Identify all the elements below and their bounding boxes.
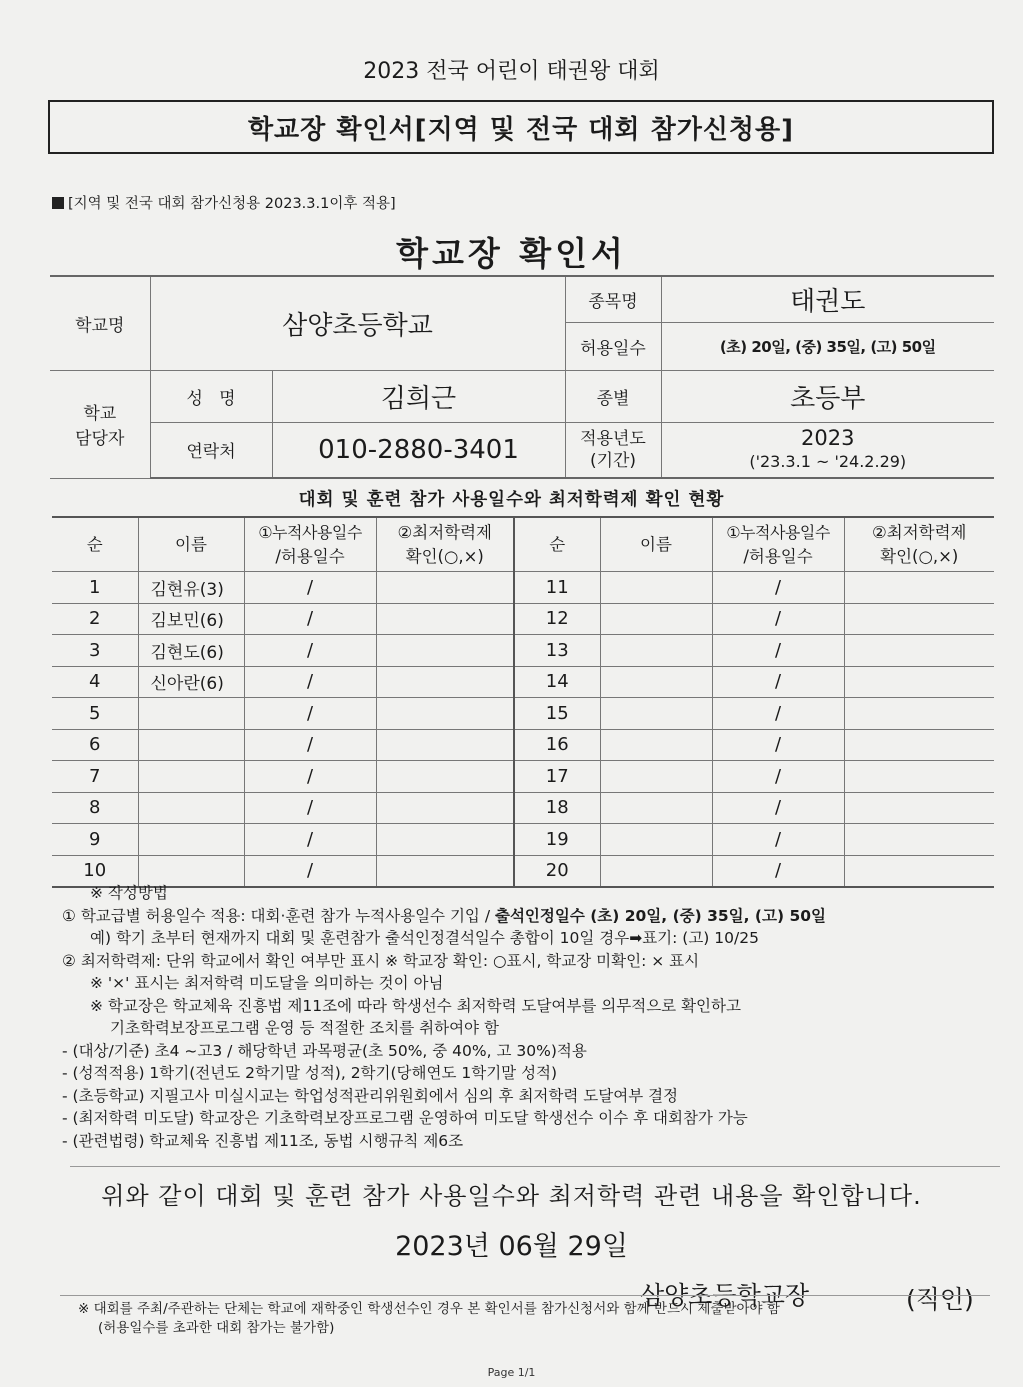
grade-check (376, 824, 514, 856)
header-days-left (244, 517, 376, 572)
confirmation-statement: 위와 같이 대회 및 훈련 참가 사용일수와 최저학력 관련 내용을 확인합니다. (101, 1182, 922, 1210)
days-used: / (244, 666, 376, 698)
table-row (52, 729, 994, 761)
header-check-line2: 확인(○,×) (405, 546, 484, 566)
student-name (138, 792, 244, 824)
name-value: 김희근 (272, 370, 565, 422)
top-note (52, 192, 396, 213)
period-label-line2: (기간) (589, 450, 637, 471)
row-number: 7 (52, 761, 138, 793)
school-value: 삼양초등학교 (150, 276, 565, 370)
header-check-line1: ②최저학력제 (397, 522, 492, 542)
header-days-line2: /허용일수 (275, 546, 345, 566)
days-used: / (244, 635, 376, 667)
days-used: / (712, 572, 844, 604)
grade-check (376, 761, 514, 793)
days-used: / (712, 635, 844, 667)
name-label: 성 명 (150, 370, 272, 422)
days-used: / (244, 698, 376, 730)
instruction-line: ※ 학교장은 학교체육 진흥법 제11조에 따라 학생선수 최저학력 도달여부를 의무적으로 확인하고 (90, 996, 741, 1015)
days-used: / (244, 603, 376, 635)
table-row (52, 792, 994, 824)
grade-check (844, 792, 994, 824)
divider (60, 1295, 990, 1296)
student-name (600, 792, 712, 824)
student-name (138, 761, 244, 793)
row-number: 10 (52, 855, 138, 887)
header-check-right (844, 517, 994, 572)
info-table (50, 275, 994, 479)
row-number: 9 (52, 824, 138, 856)
row-number: 13 (514, 635, 600, 667)
principal-signature: 삼양초등학교장 (640, 1281, 810, 1310)
header-name-left: 이름 (138, 517, 244, 572)
divider (70, 1166, 1000, 1167)
table-row (52, 635, 994, 667)
grade-check (844, 698, 994, 730)
division-value: 초등부 (661, 370, 994, 422)
table-row (52, 698, 994, 730)
school-label: 학교명 (50, 276, 150, 370)
instruction-line: - (초등학교) 지필고사 미실시교는 학업성적관리위원회에서 심의 후 최저학력 도달여부 결정 (62, 1086, 679, 1105)
roster-table (52, 516, 994, 888)
grade-check (376, 635, 514, 667)
header-no-left: 순 (52, 517, 138, 572)
top-note-text: [지역 및 전국 대회 참가신청용 2023.3.1이후 적용] (68, 196, 396, 212)
days-used: / (244, 761, 376, 793)
days-used: / (712, 855, 844, 887)
table-row (52, 603, 994, 635)
student-name (600, 666, 712, 698)
document-title: 학교장 확인서[지역 및 전국 대회 참가신청용] (247, 114, 795, 145)
days-used: / (244, 792, 376, 824)
instruction-line: - (대상/기준) 초4 ~고3 / 해당학년 과목평균(초 50%, 중 40%, 고 30%)적용 (62, 1041, 587, 1060)
header-no-right: 순 (514, 517, 600, 572)
table-row (52, 572, 994, 604)
instructions (62, 882, 982, 1152)
signing-date: 2023년 06월 29일 (395, 1231, 628, 1262)
instruction-line: - (최저학력 미도달) 학교장은 기초학력보장프로그램 운영하여 미도달 학생선수 이수 후 대회참가 가능 (62, 1109, 748, 1127)
grade-check (376, 572, 514, 604)
instruction-line: ② 최저학력제: 단위 학교에서 확인 여부만 표시 ※ 학교장 확인: ○표시, 학교장 미확인: × 표시 (62, 951, 700, 970)
student-name: 신아란(6) (138, 666, 244, 698)
header-days-right (712, 517, 844, 572)
grade-check (844, 572, 994, 604)
student-name: 김현유(3) (138, 572, 244, 604)
days-used: / (712, 698, 844, 730)
days-used: / (712, 761, 844, 793)
row-number: 6 (52, 729, 138, 761)
instructions-heading: ※ 작성방법 (90, 884, 168, 902)
period-label-line1: 적용년도 (580, 428, 646, 449)
row-number: 17 (514, 761, 600, 793)
student-name (600, 824, 712, 856)
grade-check (844, 761, 994, 793)
row-number: 4 (52, 666, 138, 698)
table-row (52, 666, 994, 698)
grade-check (376, 698, 514, 730)
row-number: 5 (52, 698, 138, 730)
table-row (52, 761, 994, 793)
square-bullet-icon (52, 197, 64, 209)
allowed-days-value: (초) 20일, (중) 35일, (고) 50일 (661, 322, 994, 370)
period-range: ('23.3.1 ~ '24.2.29) (749, 451, 907, 471)
grade-check (376, 729, 514, 761)
page-number: Page 1/1 (487, 1366, 536, 1379)
student-name (600, 572, 712, 604)
student-name: 김현도(6) (138, 635, 244, 667)
header-name-right: 이름 (600, 517, 712, 572)
footnote (78, 1300, 998, 1338)
header-days-line1: ①누적사용일수 (726, 522, 830, 542)
student-name (138, 698, 244, 730)
row-number: 3 (52, 635, 138, 667)
instruction-line (62, 905, 982, 928)
sport-label: 종목명 (565, 276, 661, 322)
instruction-line: ※ '×' 표시는 최저학력 미도달을 의미하는 것이 아님 (90, 974, 444, 992)
student-name (600, 635, 712, 667)
days-used: / (244, 572, 376, 604)
instruction-line: - (성적적용) 1학기(전년도 2학기말 성적), 2학기(당해연도 1학기말 성적) (62, 1064, 558, 1082)
period-label (565, 422, 661, 478)
footnote-line2: (허용일수를 초과한 대회 참가는 불가함) (98, 1320, 335, 1336)
instruction-line: 예) 학기 초부터 현재까지 대회 및 훈련참가 출석인정결석일수 총합이 10일 경우➡표기: (고) 10/25 (90, 929, 759, 947)
main-title: 학교장 확인서 (396, 234, 627, 273)
header-days-line1: ①누적사용일수 (258, 522, 362, 542)
footnote-line1: ※ 대회를 주최/주관하는 단체는 학교에 재학중인 학생선수인 경우 본 확인서를 참가신청서와 함께 반드시 제출받아야 함 (78, 1301, 780, 1317)
event-title: 2023 전국 어린이 태권왕 대회 (363, 59, 660, 84)
header-days-line2: /허용일수 (743, 546, 813, 566)
grade-check (844, 603, 994, 635)
days-used: / (244, 824, 376, 856)
header-check-line1: ②최저학력제 (872, 522, 967, 542)
row-number: 8 (52, 792, 138, 824)
grade-check (376, 603, 514, 635)
instruction-highlight: 출석인정일수 (초) 20일, (중) 35일, (고) 50일 (494, 906, 827, 925)
days-used: / (712, 603, 844, 635)
grade-check (844, 666, 994, 698)
contact-label-line2: 담당자 (75, 429, 125, 449)
row-number: 20 (514, 855, 600, 887)
student-name (600, 603, 712, 635)
student-name (138, 729, 244, 761)
student-name (138, 824, 244, 856)
grade-check (376, 666, 514, 698)
days-used: / (244, 729, 376, 761)
row-number: 14 (514, 666, 600, 698)
roster-body (52, 572, 994, 888)
row-number: 18 (514, 792, 600, 824)
row-number: 1 (52, 572, 138, 604)
allowed-days-label: 허용일수 (565, 322, 661, 370)
instruction-line: 기초학력보장프로그램 운영 등 적절한 조치를 취하여야 함 (110, 1019, 499, 1037)
period-value (661, 422, 994, 478)
row-number: 15 (514, 698, 600, 730)
row-number: 19 (514, 824, 600, 856)
grade-check (376, 792, 514, 824)
header-check-left (376, 517, 514, 572)
sport-value: 태권도 (661, 276, 994, 322)
days-used: / (712, 792, 844, 824)
row-number: 12 (514, 603, 600, 635)
row-number: 11 (514, 572, 600, 604)
document-title-box (48, 100, 994, 154)
contact-label-line1: 학교 (83, 404, 117, 424)
student-name (600, 729, 712, 761)
grade-check (844, 729, 994, 761)
table-row (52, 824, 994, 856)
division-label: 종별 (565, 370, 661, 422)
grade-check (844, 635, 994, 667)
grade-check (844, 824, 994, 856)
student-name: 김보민(6) (138, 603, 244, 635)
days-used: / (712, 824, 844, 856)
phone-label: 연락처 (150, 422, 272, 478)
header-check-line2: 확인(○,×) (880, 546, 959, 566)
days-used: / (712, 729, 844, 761)
row-number: 2 (52, 603, 138, 635)
instruction-text: ① 학교급별 허용일수 적용: 대회·훈련 참가 누적사용일수 기입 / (62, 906, 495, 925)
year-value: 2023 (801, 425, 855, 450)
student-name (600, 698, 712, 730)
days-used: / (712, 666, 844, 698)
section-title: 대회 및 훈련 참가 사용일수와 최저학력제 확인 현황 (298, 490, 725, 510)
student-name (600, 761, 712, 793)
official-seal: (직인) (906, 1285, 974, 1314)
days-used: / (244, 855, 376, 887)
instruction-line: - (관련법령) 학교체육 진흥법 제11조, 동법 시행규칙 제6조 (62, 1131, 464, 1150)
phone-value: 010-2880-3401 (272, 422, 565, 478)
row-number: 16 (514, 729, 600, 761)
contact-person-label (50, 370, 150, 478)
